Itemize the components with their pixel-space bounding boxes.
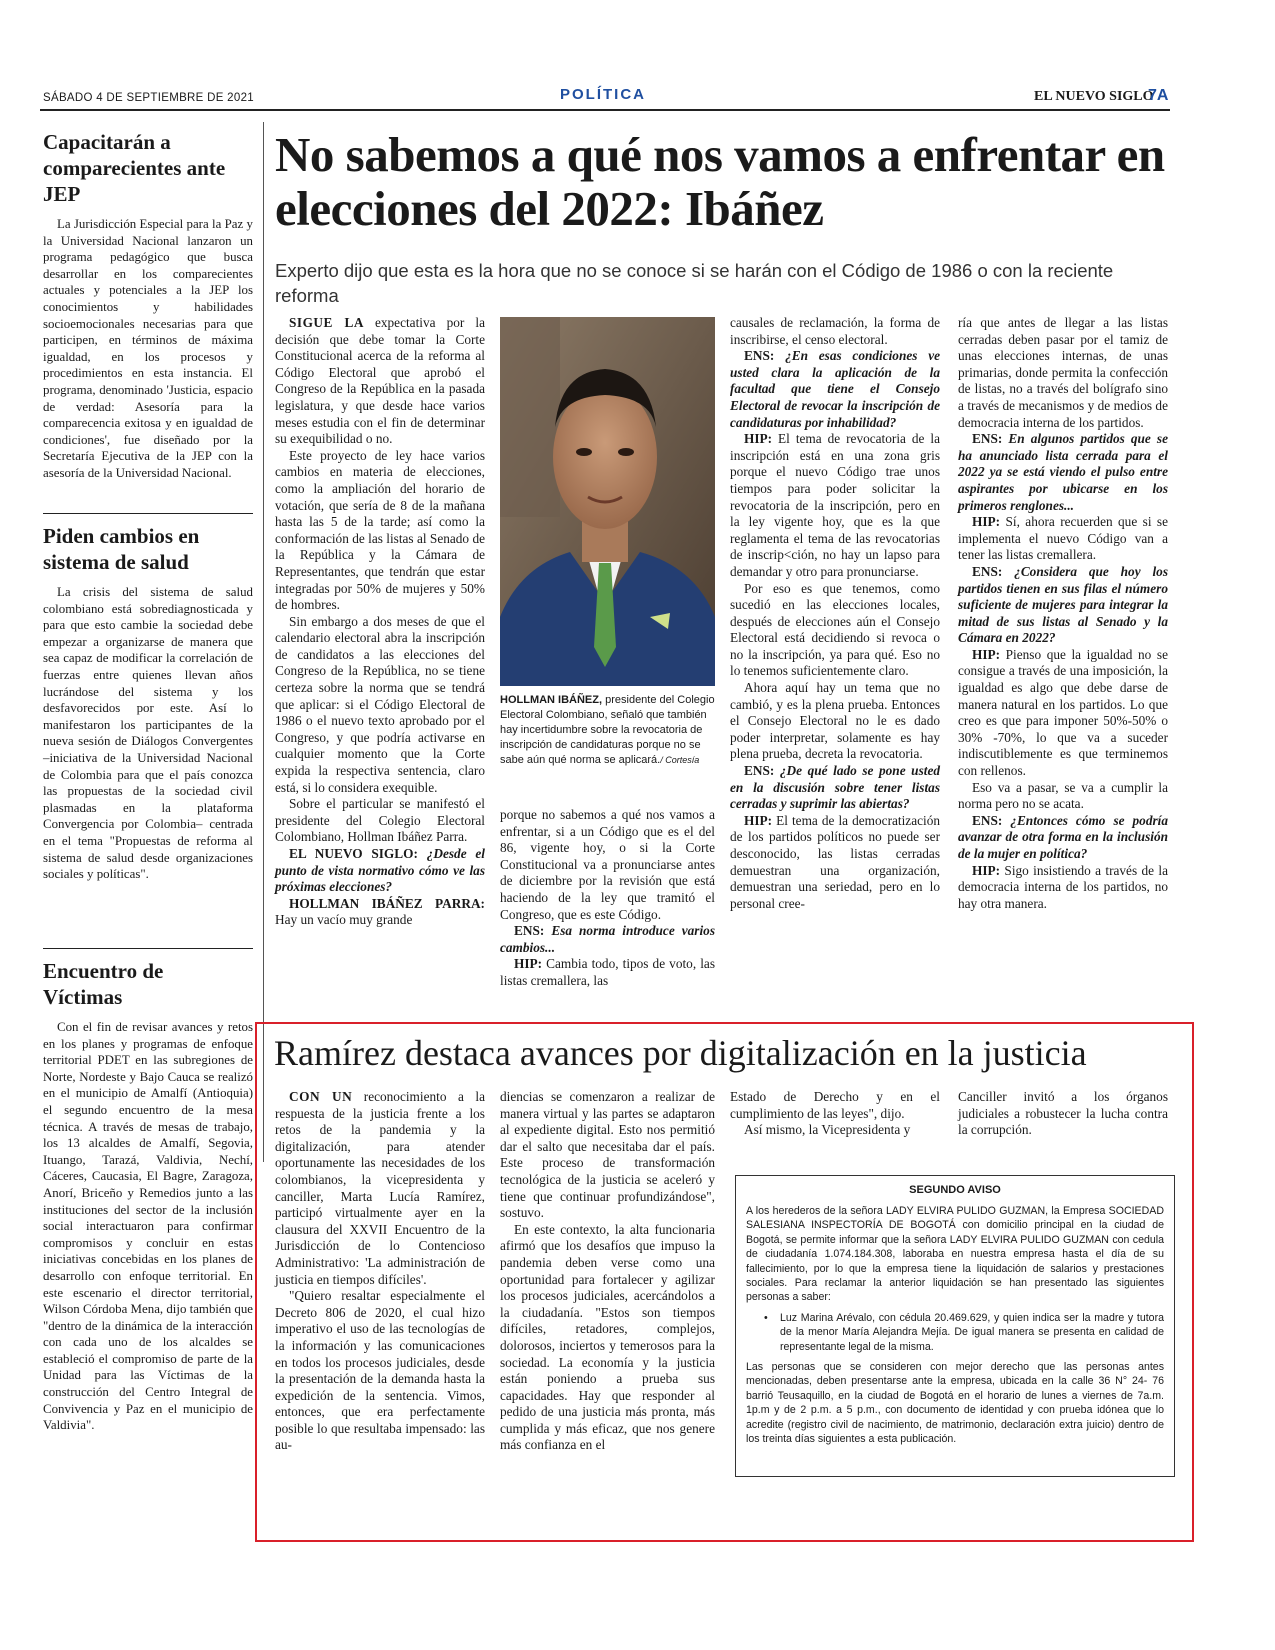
brief-salud [43,523,253,883]
caption-name: HOLLMAN IBÁÑEZ, [500,694,603,706]
main-column-4 [958,315,1168,912]
brief-victimas-title: Encuentro de Víctimas [43,959,164,1009]
answer: El tema de revocatoria de la inscripción está en una zona gris porque el nuevo Código trae unos tiempos para poder solicitar la revocatoria de la inscripción, pero en la ley vigente hoy, que es la que reglamenta el tema de las revocatorias de inscrip<ción, no hay un lapso para demandar y otro para pronunciarse. [730,431,940,579]
interviewer-label: ENS: [514,923,545,939]
question: ¿De qué lado se pone usted en la discusión sobre tener listas cerradas y suprimir las abiertas? [730,763,940,812]
paragraph: porque no sabemos a qué nos vamos a enfrentar, si a un Código que es el del 86, vigente hoy, o si la Corte Constitucional va a pronunciarse antes de diciembre por la revisión que está haciendo de la ley que tramitó el Congreso, que es este Código. [500,807,715,922]
main-column-3 [730,315,940,912]
interviewee-label: HIP: [744,812,773,828]
brief-victimas [43,958,253,1434]
brief-divider [43,513,253,514]
page-number: 7A [1148,87,1169,104]
main-column-1 [275,315,485,929]
paragraph: reconocimiento a la respuesta de la justicia frente a los retos de la pandemia y la digitalización, para atender oportunamente las necesidades de los colombianos, la vicepresidenta y canciller, Marta Lucía Ramírez, participó virtualmente ayer en la clausura del XXVII Encuentro de la Jurisdicción de lo Contencioso Administrativo: 'La administración de justicia en tiempos difíciles'. [275,1089,485,1287]
question: En algunos partidos que se ha anunciado lista cerrada para el 2022 ya se está viendo el pulso entre aspirantes por ubicarse en los primeros renglones... [958,431,1168,513]
question: ¿En esas condiciones ve usted clara la aplicación de la facultad que tiene el Consejo Electoral de revocar la inscripción de candidaturas por inhabilidad? [730,348,940,430]
answer: El tema de la democratización de los partidos políticos no puede ser desconocido, las listas cerradas demuestran una organización, demuestran una seriedad, pero en lo personal cree- [730,812,940,911]
main-subhead: Experto dijo que esta es la hora que no se conoce si se harán con el Código de 1986 o con la reciente reforma [275,260,1114,306]
interviewer-label: ENS: [972,431,1003,447]
brief-victimas-body: Con el fin de revisar avances y retos en los planes y programas de enfoque territorial PDET en las subregiones de Norte, Nordeste y Bajo Cauca se realizó en el municipio de Amalfí (Antioquia) el segundo encuentro de la mesa técnica. A través de mesas de trabajo, los 13 alcaldes de Amalfí, Segovia, Ituango, Tarazá, Valdivia, Nechí, Cáceres, Caucasia, El Bagre, Zaragoza, Anorí, Briceño y Remedios junto a las instituciones del sector de la inclusión social interactuaron para confirmar compromisos y concluir en estas iniciativas concebidas en los planes de desarrollo con enfoque territorial. En este escenario el director territorial, Wilson Córdoba Mena, dijo también que "dentro de la dinámica de la interacción con cada uno de los alcaldes se estableció el compromiso de parte de la Unidad para las Víctimas de la construcción del Centro Integral de Convivencia y Paz en el municipio de Valdivia". [43,1020,253,1433]
interviewee-label: HIP: [972,862,1001,878]
second-column-2 [500,1089,715,1454]
notice-paragraph: Las personas que se consideren con mejor derecho que las personas antes mencionadas, deben presentarse ante la empresa, ubicada en la calle 36 N° 24- 76 barrió Teusaquillo, en la ciudad de Bogotá en el horario de lunes a viernes de 7a.m. 1p.m y de 2 p.m. a 5 p.m., con documento de identidad y con prueba idónea que lo acredite (registro civil de nacimiento, de matrimonio, declaración extra juicio) dentro de los treinta días siguientes a esta publicación. [746,1361,1164,1446]
paragraph: En este contexto, la alta funcionaria afirmó que los desafíos que impuso la pandemia deben verse como una oportunidad para fortalecer y agilizar los procesos judiciales, acercándolos a la ciudadanía. "Estos son tiempos difíciles, retadores, complejos, dolorosos, inciertos y temerosos para la sociedad. La economía y la justicia están poniendo a prueba sus capacidades. Hay que responder al pedido de una justicia más pronta, más cumplida y más eficaz, que nos genere más confianza en el [500,1221,715,1453]
paragraph: Por eso es que tenemos, como sucedió en las elecciones locales, después de elecciones aún el Consejo Electoral está decidiendo si revoca o no la inscripción, ya para qué. Eso no lo tenemos suficientemente claro. [730,580,940,679]
question: Esa norma introduce varios cambios... [500,923,715,955]
brief-jep [43,129,253,482]
second-column-3 [730,1089,940,1139]
answer: Cambia todo, tipos de voto, las listas cremallera, las [500,956,715,988]
brief-salud-body: La crisis del sistema de salud colombiano está sobrediagnosticada y para que esto cambie la sociedad debe empezar a organizarse de manera que sea capaz de modificar la correlación de fuerzas entre quienes llevan años lucrándose del sistema y los desfavorecidos por este. Así lo manifestaron los participantes de la nueva sesión de Diálogos Convergentes –iniciativa de la Universidad Nacional de Colombia para que el país conozca las propuestas de la sociedad civil plasmadas en la plataforma Convergencia por Colombia– centrada en el tema "Propuestas de reforma al sistema de salud desde organizaciones sociales y políticas". [43,585,253,882]
main-headline: No sabemos a qué nos vamos a enfrentar en elecciones del 2022: Ibáñez [275,127,1165,236]
notice-paragraph: A los herederos de la señora LADY ELVIRA PULIDO GUZMAN, la Empresa SOCIEDAD SALESIANA INSPECTORÍA DE BOGOTÁ con domicilio principal en la ciudad de Bogotá, se permite informar que la señora LADY ELVIRA PULIDO GUZMAN con cedula de ciudadanía 1.074.184.308, laboraba en nuestra empresa hasta el día de su fallecimiento, por lo que la empresa tiene la liquidación de salarios y prestaciones sociales. Para reclamar la anterior liquidación se han presentado las siguientes personas a saber: [746,1205,1164,1304]
brief-salud-title: Piden cambios en sistema de salud [43,524,200,574]
interviewee-label: HOLLMAN IBÁÑEZ PARRA: [289,895,485,911]
question: ¿Considera que hoy los partidos tienen en sus filas el número suficiente de mujeres para integrar la mitad de sus listas al Senado y la Cámara en 2022? [958,563,1168,646]
second-column-4 [958,1089,1168,1139]
portrait-photo [500,317,715,686]
newspaper-name: EL NUEVO SIGLO [1034,89,1154,104]
interviewer-label: ENS: [744,348,775,364]
column-rule [263,122,264,1162]
paragraph: expectativa por la decisión que debe tomar la Corte Constitucional acerca de la reforma al Código Electoral que aprobó el Congreso de la República en la pasada legislatura, y que desde hace varios meses estudia con el fin de determinar su exequibilidad o no. [275,315,485,447]
paragraph: Sin embargo a dos meses de que el calendario electoral abra la inscripción de candidatos a las elecciones del Congreso de la República, no se tiene certeza sobre la norma que se tendrá que aplicar: si el Código Electoral de 1986 o el nuevo texto aprobado por el Congreso, y que podría activarse en cualquier momento que la Corte expida la respectiva sentencia, claro está, si lo considera exequible. [275,613,485,795]
notice-bullet-text: Luz Marina Arévalo, con cédula 20.469.629, y quien indica ser la madre y tutora de la menor María Alejandra Mejía. De igual manera se presenta en calidad de representante legal de la misma. [780,1311,1164,1353]
lead-in: SIGUE LA [289,315,364,330]
paragraph: "Quiero resaltar especialmente el Decreto 806 de 2020, el cual hizo imperativo el uso de las tecnologías de la información y las comunicaciones en todos los procesos judiciales, desde la presentación de la demanda hasta la expedición de la sentencia. Vimos, entonces, que era perfectamente posible lo que resultaba impensado: las au- [275,1288,485,1453]
main-column-2 [500,807,715,990]
portrait-image [500,317,715,686]
notice-bullet-item [764,1311,1164,1354]
interviewer-label: EL NUEVO SIGLO: [289,846,418,861]
folio-rule [40,109,1170,111]
lead-in: CON UN [289,1089,353,1104]
interviewee-label: HIP: [972,646,1001,662]
answer: Hay un vacío muy grande [275,912,413,928]
paragraph: Eso va a pasar, se va a cumplir la norma pero no se acata. [958,779,1168,812]
paragraph: Este proyecto de ley hace varios cambios en materia de elecciones, como la ampliación del horario de votación, que sería de 8 de la mañana hasta las 5 de la tarde; así como la conformación de las listas al Senado de la República y la Cámara de Representantes, que tendrán que estar integradas por 50% de mujeres y 50% de hombres. [275,447,485,613]
question: ¿Entonces cómo se podría avanzar de otra forma en la inclusión de la mujer en política? [958,812,1168,861]
interviewee-label: HIP: [972,514,1001,530]
caption-text: presidente del Colegio Electoral Colombiano, señaló que también hay incertidumbre sobre la revocatoria de inscripción de candidaturas porque no se sabe aún qué norma se aplicará. [500,694,715,766]
interviewer-label: ENS: [972,563,1003,579]
answer: Pienso que la igualdad no se consigue a través de una imposición, la igualdad es algo que debe darse de manera natural en los partidos. Lo que creo es que para imponer 50%-50% o 30% -70%, lo que va a suceder indiscutiblemente es que terminemos con rellenos. [958,646,1168,779]
paragraph: Ahora aquí hay un tema que no cambió, y es la plena prueba. Entonces el Consejo Electoral no le es dado poder interpretar, solamente es hay plena prueba, decreta la revocatoria. [730,680,940,762]
notice-title: SEGUNDO AVISO [909,1184,1001,1196]
paragraph: ría que antes de llegar a las listas cerradas deben pasar por el tamiz de unas elecciones internas, de unas primarias, donde permita la confección de listas, no a través del bolígrafo sino a través de mecanismos y de medios de democracia interna de los partidos. [958,315,1168,430]
second-headline: Ramírez destaca avances por digitalización en la justicia [274,1033,1087,1073]
section-name: POLÍTICA [560,86,646,103]
interviewer-label: ENS: [972,812,1003,828]
photo-caption [500,693,715,768]
paragraph: Así mismo, la Vicepresidenta y [744,1122,911,1138]
edition-date: SÁBADO 4 DE SEPTIEMBRE DE 2021 [43,92,254,104]
question: ¿Desde el punto de vista normativo cómo ve las próximas elecciones? [275,846,485,895]
answer: Sí, ahora recuerden que si se implementa el nuevo Código van a tener las listas cremallera. [958,514,1168,563]
paragraph: Canciller invitó a los órganos judiciales a robustecer la lucha contra la corrupción. [958,1089,1168,1138]
answer: Sigo insistiendo a través de la democracia interna de los partidos, no hay otra manera. [958,862,1168,911]
legal-notice [735,1175,1175,1477]
bullet-icon: • [764,1311,768,1324]
brief-jep-body: La Jurisdicción Especial para la Paz y la Universidad Nacional lanzaron un programa pedagógico que busca desarrollar en los comparecientes actuales y potenciales a la JEP los conocimientos y habilidades socioemocionales necesarias para que participen, en términos de máxima igualdad, en los procesos y procedimientos en esta instancia. El programa, denominado 'Justicia, espacio de verdad: Asesoría para la comparecencia exitosa y en igualdad de condiciones', fue diseñado por la Secretaría Ejecutiva de la JEP con la asesoría de la Universidad Nacional. [43,217,253,480]
brief-jep-title: Capacitarán a comparecientes ante JEP [43,130,226,206]
paragraph: diencias se comenzaron a realizar de manera virtual y las partes se adaptaron al expediente digital. Esto nos permitió dar el salto que necesitaba dar el país. Este proceso de transformación tecnológica de la justicia se aceleró y tiene que continuar profundizándose", sostuvo. [500,1089,715,1221]
second-column-1 [275,1089,485,1454]
paragraph: Sobre el particular se manifestó el presidente del Colegio Electoral Colombiano, Hollman Ibáñez Parra. [275,796,485,845]
photo-credit: / Cortesía [660,755,700,765]
interviewee-label: HIP: [744,431,773,447]
interviewer-label: ENS: [744,763,775,779]
interviewee-label: HIP: [514,956,543,972]
paragraph: causales de reclamación, la forma de inscribirse, el censo electoral. [730,315,940,347]
brief-divider [43,948,253,949]
paragraph: Estado de Derecho y en el cumplimiento de las leyes", dijo. [730,1089,940,1121]
